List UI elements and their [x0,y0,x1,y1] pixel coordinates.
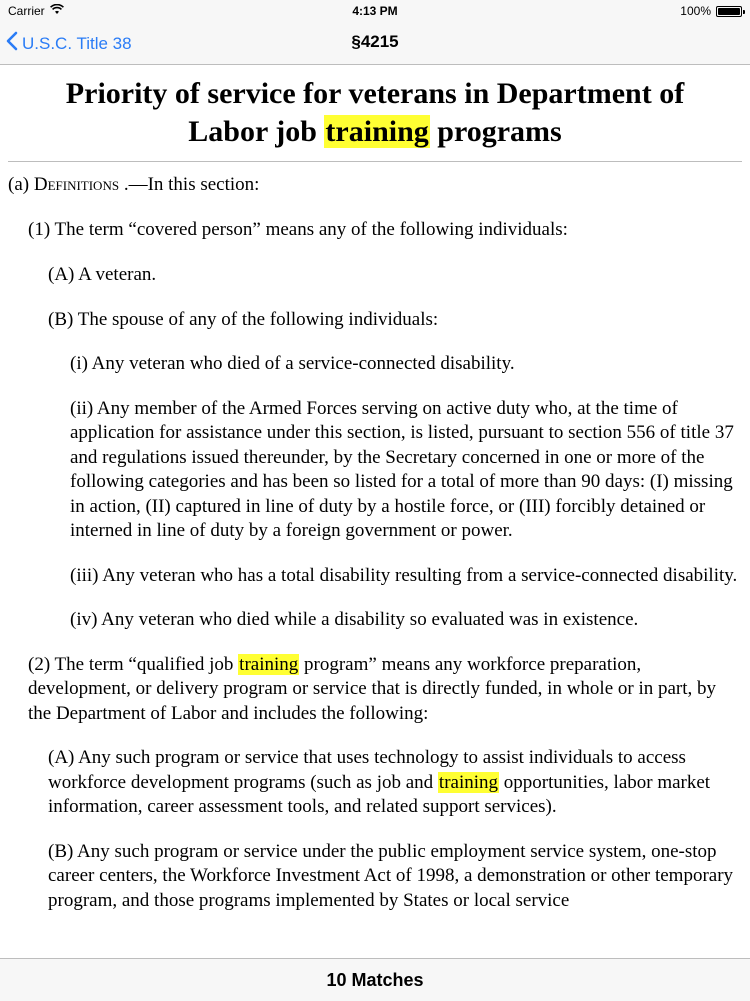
paragraph-1-A: (A) A veteran. [48,264,157,285]
paragraph-2-B: (B) Any such program or service under the public employment service system, one-stop career centers, the Workforce Investment Act of 1998, a demonstration or other temporary program, and those programs implemented by States or local service [48,840,734,911]
paragraph-1-B-ii: (ii) Any member of the Armed Forces serving on active duty who, at the time of application for assistance under this section, is listed, pursuant to section 556 of title 37 and regulations issued thereunder, by the Secretary concerned in one or more of the following categories and has been so listed for a total of more than 90 days: (I) missing in action, (II) captured in line of duty by a hostile force, or (III) forcibly detained or interned in line of duty by a foreign government or power. [70,397,734,541]
navigation-bar [0,22,750,65]
paragraph-2 [0,653,750,727]
search-highlight: training [438,771,499,793]
status-bar-right [680,4,742,18]
match-count[interactable]: 10 Matches [326,970,424,990]
paragraph-2-A-text-end: opportunities, labor market information, career assessment tools, and related support services). [48,771,711,817]
back-button-label: U.S.C. Title 38 [22,33,132,53]
title-divider [8,161,742,162]
chevron-left-icon [6,31,18,56]
section-title [40,75,710,161]
paragraph-2-A-text: (A) Any such program or service that uses technology to assist individuals to access workforce development programs (such as job and [48,747,686,793]
paragraph-1: (1) The term “covered person” means any of the following individuals: [28,218,568,240]
battery-icon [716,6,742,17]
paragraph-1-B-i: (i) Any veteran who died of a service-connected disability. [70,353,515,374]
paragraph-2-text-end: program” means any workforce preparation, development, or delivery program or service that is directly funded, in whole or in part, by the Department of Labor and includes the following: [28,653,717,724]
back-button[interactable] [6,31,132,56]
search-highlight: training [325,115,429,148]
status-bar [0,0,750,22]
section-title-text: Priority of service for veterans in Department of Labor job [65,77,685,148]
clock: 4:13 PM [352,4,398,18]
battery-fill [718,8,740,15]
page-title: §4215 [351,32,399,51]
battery-percentage: 100% [680,4,711,18]
carrier-label: Carrier [8,4,45,18]
document-view[interactable] [0,65,750,958]
paragraph-1-B: (B) The spouse of any of the following individuals: [48,308,439,330]
subsection-a-heading: Definitions [33,174,120,195]
search-results-bar[interactable] [0,958,750,1001]
paragraph-2-A [0,746,750,820]
subsection-a [0,173,750,198]
search-highlight: training [239,653,299,675]
paragraph-2-text: (2) The term “qualified job [28,653,239,675]
subsection-a-text: .—In this section: [119,174,260,195]
paragraph-1-B-iv: (iv) Any veteran who died while a disability so evaluated was in existence. [70,609,639,630]
paragraph-1-B-iii: (iii) Any veteran who has a total disability resulting from a service-connected disability. [70,564,738,586]
subsection-a-label: (a) [8,174,34,195]
section-title-text-end: programs [429,115,562,148]
